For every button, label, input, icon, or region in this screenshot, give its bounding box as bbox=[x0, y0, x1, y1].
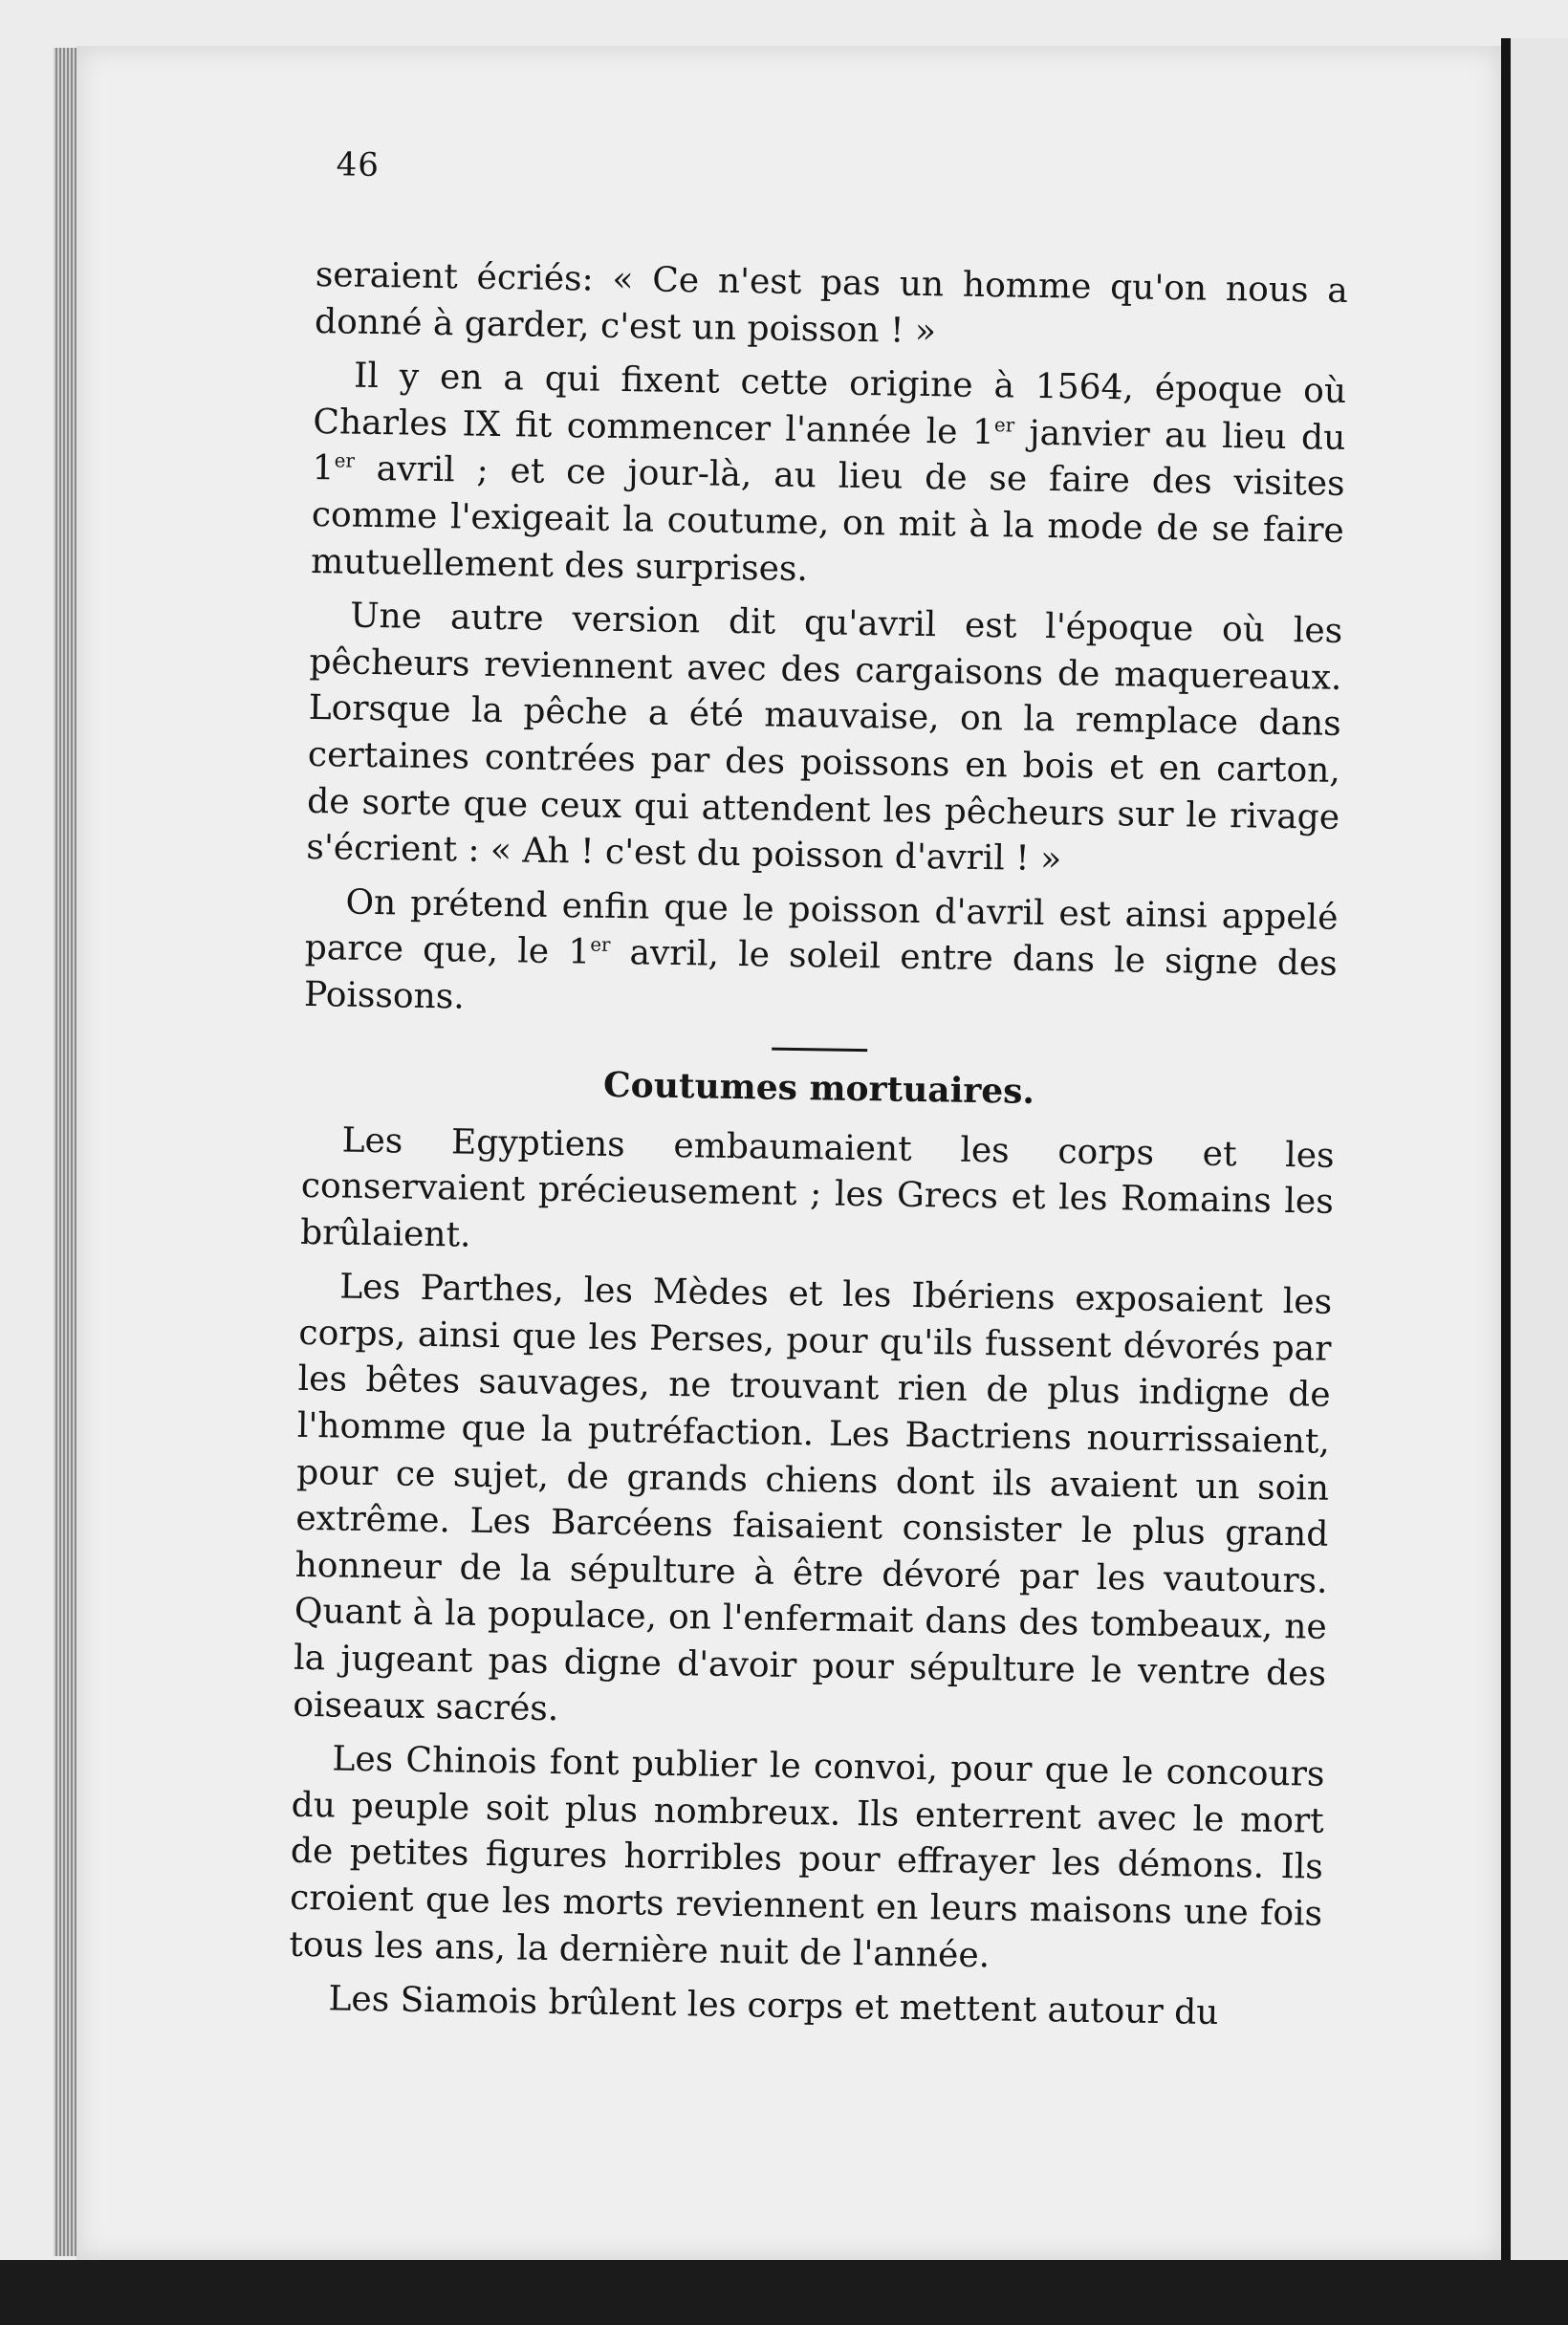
paragraph-charles-ix: Il y en a qui fixent cette origine à 1564, époque où Charles IX fit commencer l'année le 1er janvier au lieu du 1er avril ; et ce jour-là, au lieu de se faire des visites comme l'exigeait la coutume, on mit à la mode de se faire mutuellement des surprises. bbox=[310, 356, 1347, 589]
paragraph-parthes: Les Parthes, les Mèdes et les Ibériens exposaient les corps, ainsi que les Perses, pour qu'ils fussent dévorés par les bêtes sauvages, ne trouvant rien de plus indigne de l'homme que la putréfaction. Les Bactriens nourrissaient, pour ce sujet, de grands chiens dont ils avaient un soin extrême. Les Barcéens faisaient consister le plus grand honneur de la sépulture à être dévoré par les vautours. Quant à la populace, on l'enfermait dans des tombeaux, ne la jugeant pas digne d'avoir pour sépulture le ventre des oiseaux sacrés. bbox=[293, 1267, 1333, 1728]
page-content bbox=[288, 145, 1350, 2047]
paragraph-siamois: Les Siamois brûlent les corps et mettent autour du bbox=[328, 1979, 1219, 2033]
book-gutter bbox=[1501, 38, 1511, 2266]
paragraph-pecheurs: Une autre version dit qu'avril est l'époque où les pêcheurs reviennent avec des cargaisons de maquereaux. Lorsque la pêche a été mauvaise, on la remplace dans certaines contrées par des poissons en bois et en carton, de sorte que ceux qui attendent les pêcheurs sur le rivage s'écrient : « Ah ! c'est du poisson d'avril ! » bbox=[306, 596, 1343, 880]
section-heading: Coutumes mortuaires. bbox=[602, 1064, 1035, 1112]
page-number: 46 bbox=[336, 145, 381, 185]
scan-bottom-margin bbox=[0, 2260, 1568, 2325]
paragraph-egyptiens: Les Egyptiens embaumaient les corps et les conservaient précieusement ; les Grecs et les Romains les brûlaient. bbox=[299, 1120, 1335, 1255]
paragraph-continuation: seraient écriés: « Ce n'est pas un homme qu'on nous a donné à garder, c'est un poisson ! » bbox=[314, 254, 1349, 351]
paragraph-chinois: Les Chinois font publier le convoi, pour que le concours du peuple soit plus nombreux. Ils enterrent avec le mort de petites figures horribles pour effrayer les démons. Ils croient que les morts reviennent en leurs maisons une fois tous les ans, la dernière nuit de l'année. bbox=[289, 1739, 1325, 1975]
section-divider bbox=[772, 1047, 867, 1052]
book-page-edges bbox=[54, 48, 76, 2256]
paragraph-signe-poissons: On prétend enfin que le poisson d'avril est ainsi appelé parce que, le 1er avril, le soleil entre dans le signe des Poissons. bbox=[303, 882, 1339, 1017]
facing-page-edge bbox=[1511, 38, 1568, 2266]
